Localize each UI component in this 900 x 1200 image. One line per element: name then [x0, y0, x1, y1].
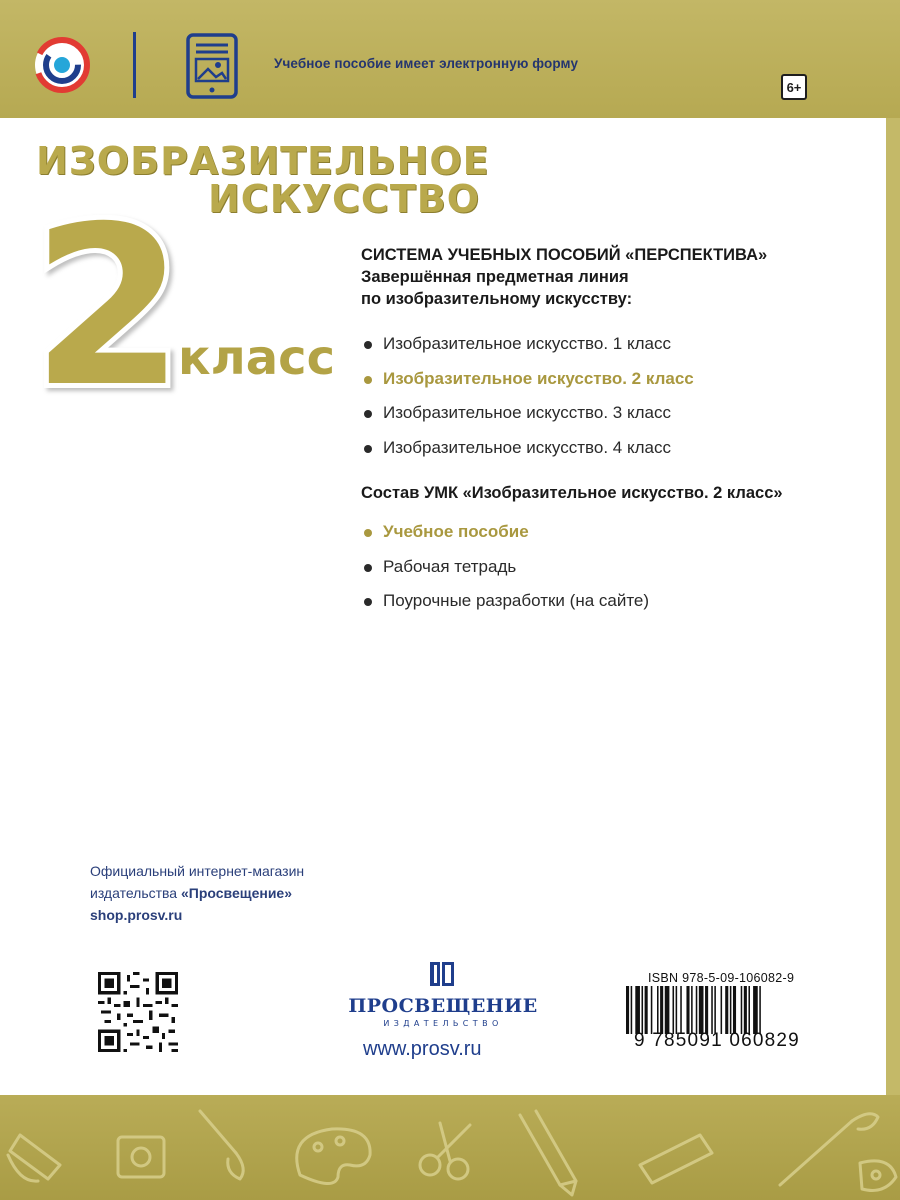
publisher-logo	[348, 962, 538, 1034]
series-logo-icon	[33, 36, 91, 94]
qr-code	[98, 972, 178, 1052]
series-heading-line-2: Завершённая предметная линия	[361, 268, 629, 286]
age-rating-badge: 6+	[781, 74, 807, 100]
tablet-icon	[186, 33, 238, 99]
barcode	[626, 986, 816, 1034]
publisher-wordmark: ПРОСВЕЩЕНИЕ	[348, 995, 538, 1017]
pencil-icon	[520, 1111, 576, 1195]
palette-icon	[297, 1129, 370, 1184]
scissors-icon	[420, 1123, 470, 1179]
right-edge-strip	[886, 118, 900, 1095]
paint-tube-icon	[8, 1135, 60, 1181]
title-line-1: ИЗОБРАЗИТЕЛЬНОЕ	[36, 139, 490, 183]
electronic-form-notice: Учебное пособие имеет электронную форму	[274, 56, 579, 71]
header-divider	[133, 32, 136, 98]
pencil-sharpener-icon	[118, 1137, 164, 1177]
shop-line-2	[90, 882, 304, 904]
paint-brush-icon	[780, 1114, 878, 1185]
list-item: Изобразительное искусство. 1 класс	[361, 327, 694, 362]
title-line-2: ИСКУССТВО	[208, 177, 481, 221]
umk-heading: Состав УМК «Изобразительное искусство. 2 класс»	[361, 484, 783, 502]
list-item: Учебное пособие	[361, 515, 649, 550]
shop-url-text[interactable]: shop.prosv.ru	[90, 907, 183, 923]
series-heading	[361, 244, 861, 310]
editions-list	[361, 327, 694, 465]
list-item: Изобразительное искусство. 3 класс	[361, 396, 694, 431]
grade-word: класс	[178, 330, 336, 386]
grade-number	[30, 179, 190, 435]
svg-text:2: 2	[31, 179, 185, 435]
barcode-digits: 9 785091 060829	[634, 1030, 800, 1051]
isbn-label: ISBN 978-5-09-106082-9	[648, 971, 795, 985]
list-item: Рабочая тетрадь	[361, 550, 649, 585]
list-item: Поурочные разработки (на сайте)	[361, 584, 649, 619]
publisher-url[interactable]: www.prosv.ru	[363, 1038, 482, 1060]
publisher-emblem-icon	[430, 962, 454, 986]
list-item: Изобразительное искусство. 2 класс	[361, 362, 694, 397]
list-item: Изобразительное искусство. 4 класс	[361, 431, 694, 466]
umk-list	[361, 515, 649, 619]
shop-line-2-prefix: издательства	[90, 885, 181, 901]
series-heading-line-1: СИСТЕМА УЧЕБНЫХ ПОСОБИЙ «ПЕРСПЕКТИВА»	[361, 246, 768, 264]
publisher-subtitle: ИЗДАТЕЛЬСТВО	[383, 1019, 503, 1028]
art-supplies-doodles	[0, 1095, 900, 1200]
publisher-name-inline: «Просвещение»	[181, 885, 292, 901]
shop-line-1: Официальный интернет-магазин	[90, 863, 305, 879]
shop-info	[90, 860, 304, 926]
bottom-band	[0, 1095, 900, 1200]
shop-url[interactable]	[90, 904, 304, 926]
brush-icon	[200, 1111, 243, 1179]
series-heading-line-3: по изобразительному искусству:	[361, 290, 633, 308]
paint-jar-icon	[860, 1161, 896, 1191]
crayon-icon	[640, 1135, 712, 1183]
